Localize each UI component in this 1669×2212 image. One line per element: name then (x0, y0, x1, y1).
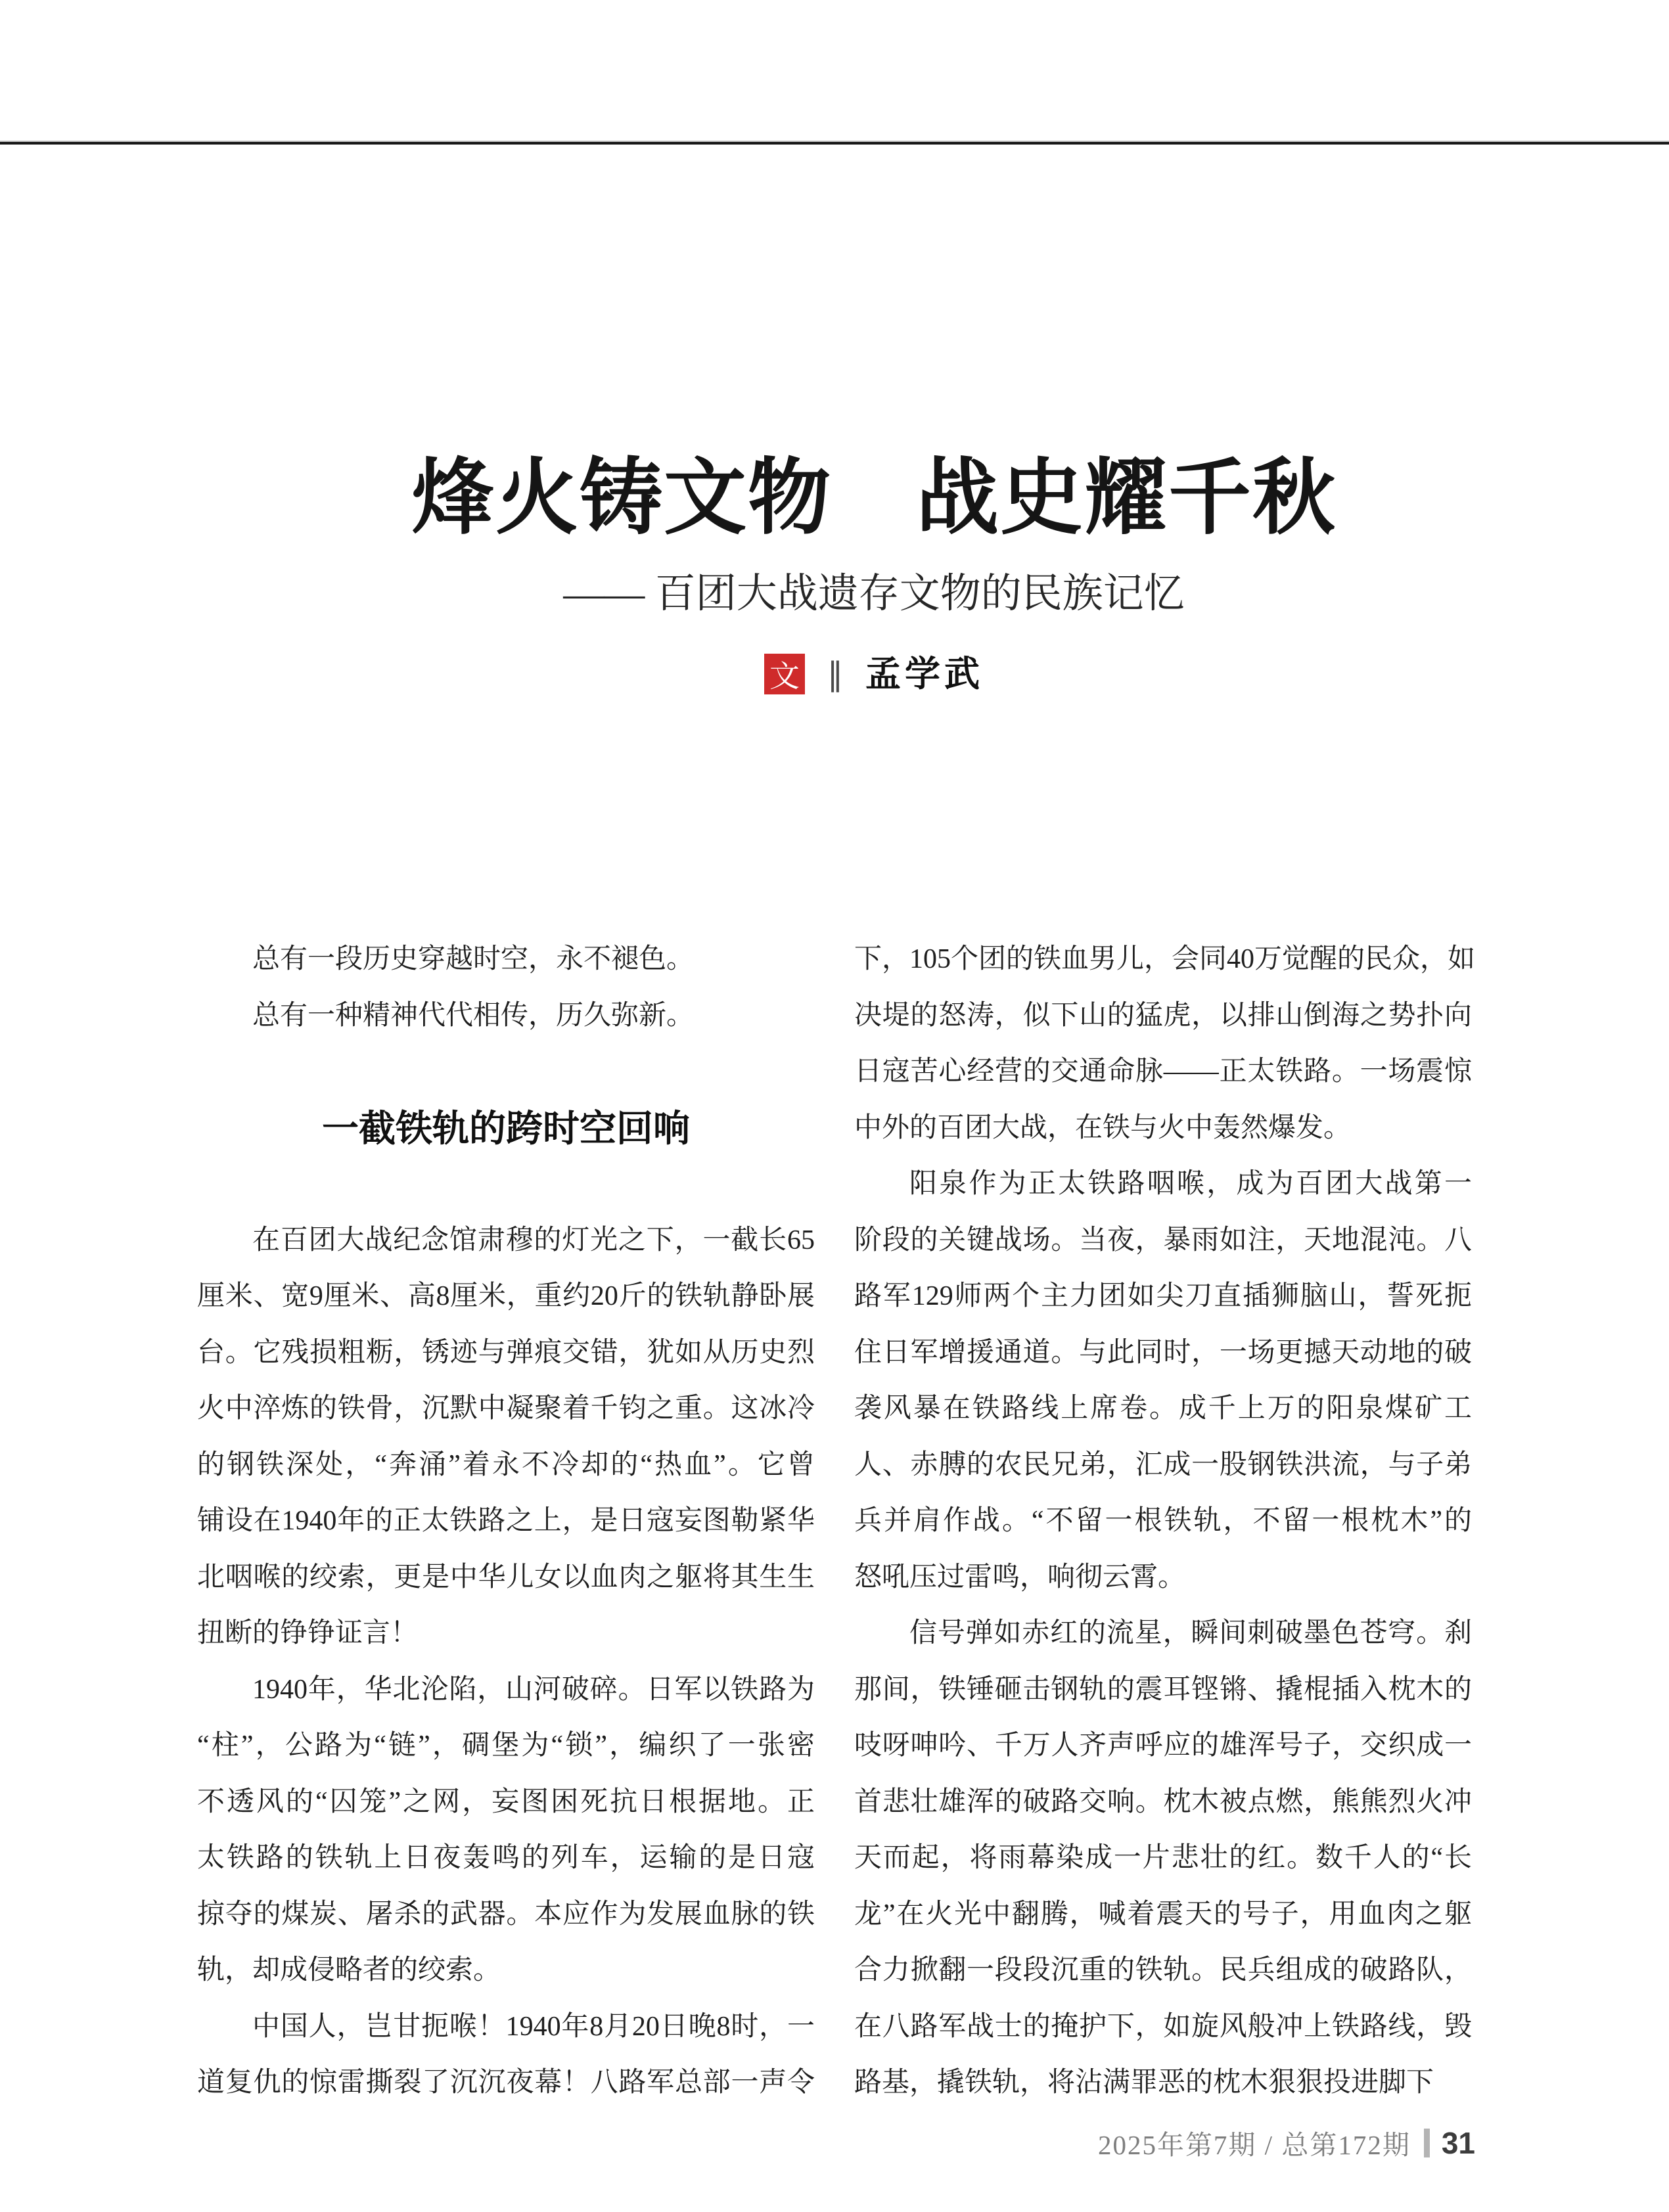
text-line: 路军129师两个主力团如尖刀直插狮脑山，誓死扼 (854, 1281, 1472, 1311)
text-line: 日寇苦心经营的交通命脉——正太铁路。一场震惊 (854, 1056, 1472, 1087)
article-title: 烽火铸文物 战史耀千秋 (411, 451, 1337, 544)
text-line (197, 1156, 815, 1213)
text-line: 兵并肩作战。“不留一根铁轨，不留一根枕木”的 (854, 1506, 1472, 1536)
text-line: 怒吼压过雷鸣，响彻云霄。 (854, 1562, 1186, 1592)
byline (39, 653, 1669, 695)
page-footer (1098, 2123, 1475, 2162)
double-bar-icon: ‖ (827, 656, 843, 692)
text-line: 太铁路的铁轨上日夜轰鸣的列车，运输的是日寇 (197, 1843, 815, 1873)
text-line: 不透风的“囚笼”之网，妄图困死抗日根据地。正 (197, 1786, 815, 1817)
article-subtitle: —— 百团大战遗存文物的民族记忆 (563, 572, 1185, 616)
text-line: 路基，撬铁轨，将沾满罪恶的枕木狠狠投进脚下 (854, 2067, 1434, 2098)
footer-page-number: 31 (1441, 2125, 1475, 2160)
text-line: 决堤的怒涛，似下山的猛虎，以排山倒海之势扑向 (854, 1000, 1472, 1031)
text-line: “柱”，公路为“链”，碉堡为“锁”，编织了一张密 (197, 1730, 815, 1761)
wen-badge: 文 (764, 654, 805, 694)
text-line: 袭风暴在铁路线上席卷。成千上万的阳泉煤矿工 (854, 1393, 1472, 1424)
top-rule-line (0, 142, 1669, 145)
text-line: 阳泉作为正太铁路咽喉，成为百团大战第一 (909, 1169, 1472, 1199)
footer-divider-bar (1424, 2129, 1430, 2157)
text-line: 人、赤膊的农民兄弟，汇成一股钢铁洪流，与子弟 (854, 1449, 1472, 1480)
text-line: 中国人，岂甘扼喉！1940年8月20日晚8时，一 (252, 2011, 815, 2042)
text-line: 首悲壮雄浑的破路交响。枕木被点燃，熊熊烈火冲 (854, 1786, 1472, 1817)
text-line: 总有一段历史穿越时空，永不褪色。 (252, 944, 695, 974)
text-line: 龙”在火光中翻腾，喊着震天的号子，用血肉之躯 (854, 1899, 1472, 1930)
text-line: 扭断的铮铮证言！ (197, 1618, 419, 1648)
right-column (854, 932, 1476, 2111)
text-line: 在百团大战纪念馆肃穆的灯光之下，一截长65 (252, 1225, 815, 1255)
text-line: 信号弹如赤红的流星，瞬间刺破墨色苍穹。刹 (909, 1618, 1472, 1648)
text-line: 北咽喉的绞索，更是中华儿女以血肉之躯将其生生 (197, 1562, 815, 1592)
text-line: 中外的百团大战，在铁与火中轰然爆发。 (854, 1112, 1352, 1143)
text-line: 1940年，华北沦陷，山河破碎。日军以铁路为 (252, 1674, 815, 1705)
text-line: 厘米、宽9厘米、高8厘米，重约20斤的铁轨静卧展 (197, 1281, 815, 1311)
text-line (197, 1044, 815, 1100)
text-line: 铺设在1940年的正太铁路之上，是日寇妄图勒紧华 (197, 1506, 815, 1536)
text-line: 总有一种精神代代相传，历久弥新。 (252, 1000, 695, 1031)
text-line: 下，105个团的铁血男儿，会同40万觉醒的民众，如 (854, 944, 1476, 974)
text-line: 合力掀翻一段段沉重的铁轨。民兵组成的破路队， (854, 1955, 1472, 1985)
text-line: 台。它残损粗粝，锈迹与弹痕交错，犹如从历史烈 (197, 1337, 815, 1368)
left-column (197, 932, 815, 2111)
text-line: 轨，却成侵略者的绞索。 (197, 1955, 501, 1985)
footer-issue-info: 2025年第7期 / 总第172期 (1097, 2130, 1411, 2160)
text-line: 那间，铁锤砸击钢轨的震耳铿锵、撬棍插入枕木的 (854, 1674, 1472, 1705)
text-line: 的钢铁深处，“奔涌”着永不冷却的“热血”。它曾 (197, 1449, 815, 1480)
text-line: 阶段的关键战场。当夜，暴雨如注，天地混沌。八 (854, 1225, 1472, 1255)
author-name: 孟学武 (865, 654, 984, 694)
text-line: 住日军增援通道。与此同时，一场更撼天动地的破 (854, 1337, 1472, 1368)
text-line: 道复仇的惊雷撕裂了沉沉夜幕！八路军总部一声令 (197, 2067, 815, 2098)
text-line: 掠夺的煤炭、屠杀的武器。本应作为发展血脉的铁 (197, 1899, 815, 1930)
text-line: 火中淬炼的铁骨，沉默中凝聚着千钧之重。这冰冷 (197, 1393, 815, 1424)
text-line: 吱呀呻吟、千万人齐声呼应的雄浑号子，交织成一 (854, 1730, 1472, 1761)
section-subhead: 一截铁轨的跨时空回响 (322, 1107, 690, 1149)
text-line: 在八路军战士的掩护下，如旋风般冲上铁路线，毁 (854, 2011, 1472, 2042)
text-line: 天而起，将雨幕染成一片悲壮的红。数千人的“长 (854, 1843, 1472, 1873)
top-rule (0, 141, 1669, 145)
